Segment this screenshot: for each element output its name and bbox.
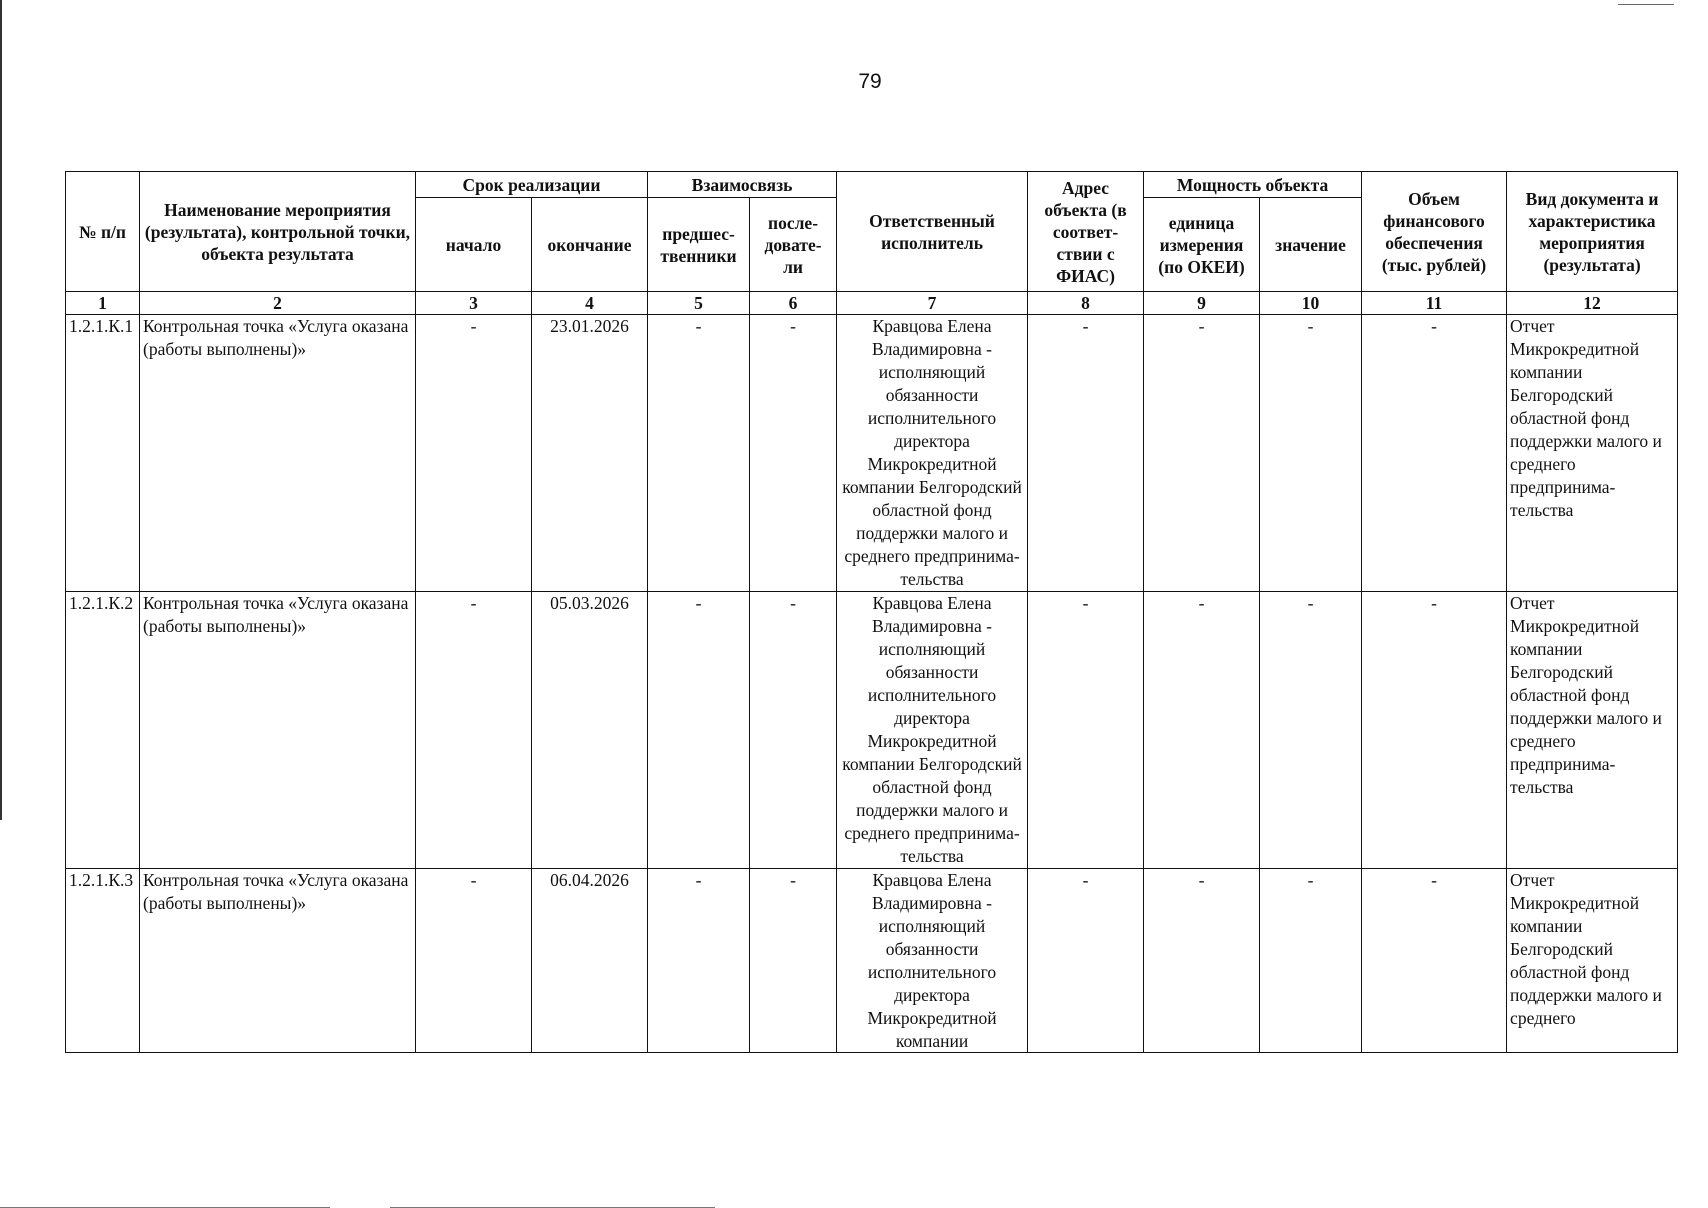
row-name: Контрольная точка «Услуга оказана (работы выполнены)» xyxy=(140,869,416,1053)
header-doc: Вид документа и характеристика мероприятия (результата) xyxy=(1507,172,1678,292)
row-executor-cell xyxy=(837,869,1028,1053)
row-finance: - xyxy=(1362,315,1507,592)
row-address: - xyxy=(1028,315,1144,592)
row-start: - xyxy=(416,315,532,592)
row-next: - xyxy=(750,592,837,869)
row-value: - xyxy=(1260,869,1362,1053)
row-finance: - xyxy=(1362,592,1507,869)
row-end: 05.03.2026 xyxy=(532,592,648,869)
row-doc-cell xyxy=(1507,869,1678,1053)
row-executor: Кравцова Елена Владимировна - исполняющий обязанности исполнительного директора Микрокредитной компании xyxy=(867,870,997,1051)
header-term-end: окончание xyxy=(532,198,648,292)
scan-top-rule xyxy=(1618,4,1674,5)
row-end: 06.04.2026 xyxy=(532,869,648,1053)
row-code: 1.2.1.К.2 xyxy=(66,592,140,869)
header-term: Срок реализации xyxy=(416,172,648,198)
header-link: Взаимосвязь xyxy=(648,172,837,198)
row-name: Контрольная точка «Услуга оказана (работы выполнены)» xyxy=(140,315,416,592)
row-executor: Кравцова Елена Владимировна - исполняющий обязанности исполнительного директора Микрокредитной компании Белгородский областной фонд поддержки малого и среднего предпринима- тельства xyxy=(837,315,1028,592)
row-name: Контрольная точка «Услуга оказана (работы выполнены)» xyxy=(140,592,416,869)
row-executor: Кравцова Елена Владимировна - исполняющий обязанности исполнительного директора Микрокредитной компании Белгородский областной фонд поддержки малого и среднего предпринима- тельства xyxy=(837,592,1028,869)
row-doc: Отчет Микрокредитной компании Белгородский областной фонд поддержки малого и среднего xyxy=(1510,870,1662,1028)
header-row-top xyxy=(66,172,1678,198)
table-row xyxy=(66,869,1678,1053)
plan-table xyxy=(65,171,1678,1053)
column-number: 2 xyxy=(140,292,416,315)
column-number: 1 xyxy=(66,292,140,315)
row-address: - xyxy=(1028,592,1144,869)
row-code: 1.2.1.К.1 xyxy=(66,315,140,592)
row-value: - xyxy=(1260,315,1362,592)
column-number: 5 xyxy=(648,292,750,315)
column-number: 11 xyxy=(1362,292,1507,315)
row-unit: - xyxy=(1144,592,1260,869)
row-next: - xyxy=(750,315,837,592)
row-value: - xyxy=(1260,592,1362,869)
header-link-next: после- довате- ли xyxy=(750,198,837,292)
column-number: 9 xyxy=(1144,292,1260,315)
row-start: - xyxy=(416,592,532,869)
row-finance: - xyxy=(1362,869,1507,1053)
row-prev: - xyxy=(648,315,750,592)
row-address: - xyxy=(1028,869,1144,1053)
column-number: 7 xyxy=(837,292,1028,315)
scan-edge-line xyxy=(0,0,2,820)
row-next: - xyxy=(750,869,837,1053)
column-number: 6 xyxy=(750,292,837,315)
header-address: Адрес объекта (в соответ- ствии с ФИАС) xyxy=(1028,172,1144,292)
header-link-prev: предшес- твенники xyxy=(648,198,750,292)
row-doc: Отчет Микрокредитной компании Белгородский областной фонд поддержки малого и среднего предпринима- тельства xyxy=(1507,315,1678,592)
header-capacity-unit: единица измерения (по ОКЕИ) xyxy=(1144,198,1260,292)
row-end: 23.01.2026 xyxy=(532,315,648,592)
row-prev: - xyxy=(648,869,750,1053)
column-number-row xyxy=(66,292,1678,315)
column-number: 8 xyxy=(1028,292,1144,315)
row-code: 1.2.1.К.3 xyxy=(66,869,140,1053)
table-row xyxy=(66,592,1678,869)
column-number: 4 xyxy=(532,292,648,315)
header-capacity: Мощность объекта xyxy=(1144,172,1362,198)
row-prev: - xyxy=(648,592,750,869)
column-number: 3 xyxy=(416,292,532,315)
header-term-start: начало xyxy=(416,198,532,292)
row-doc: Отчет Микрокредитной компании Белгородский областной фонд поддержки малого и среднего предпринима- тельства xyxy=(1507,592,1678,869)
row-unit: - xyxy=(1144,869,1260,1053)
header-finance: Объем финансового обеспечения (тыс. рублей) xyxy=(1362,172,1507,292)
row-unit: - xyxy=(1144,315,1260,592)
header-num: № п/п xyxy=(66,172,140,292)
table-row xyxy=(66,315,1678,592)
column-number: 12 xyxy=(1507,292,1678,315)
column-number: 10 xyxy=(1260,292,1362,315)
page-number: 79 xyxy=(858,70,882,93)
header-executor: Ответственный исполнитель xyxy=(837,172,1028,292)
row-start: - xyxy=(416,869,532,1053)
header-capacity-value: значение xyxy=(1260,198,1362,292)
header-name: Наименование мероприятия (результата), контрольной точки, объекта результата xyxy=(140,172,416,292)
